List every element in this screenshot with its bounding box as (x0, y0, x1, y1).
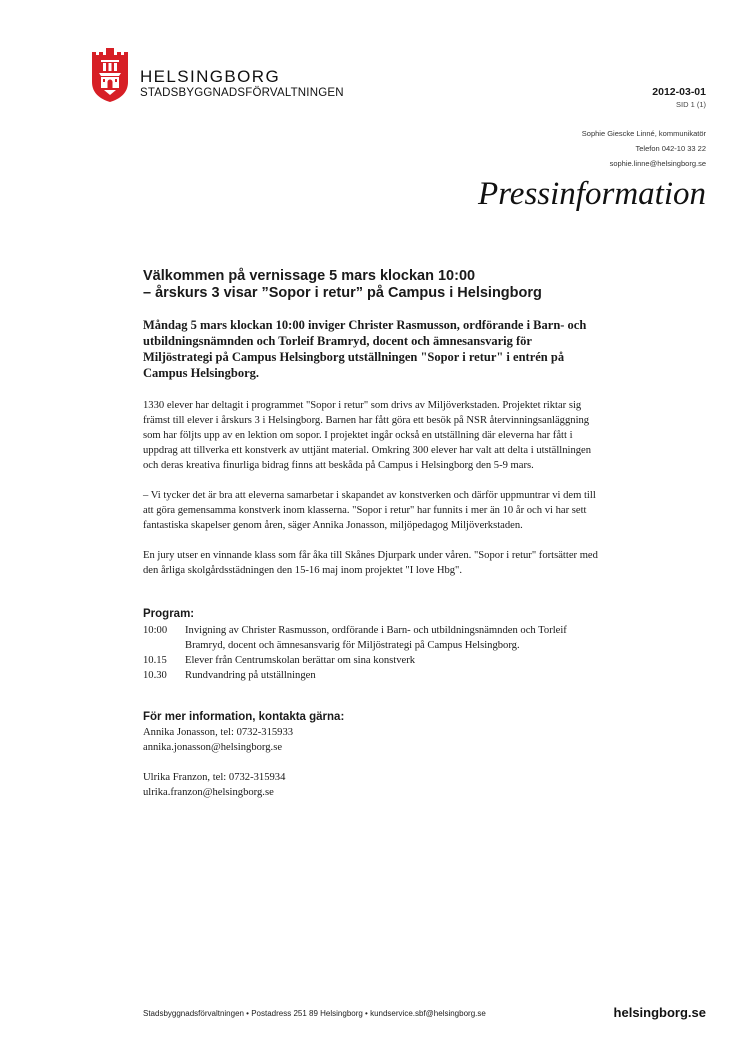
program-list (143, 623, 603, 683)
organization-name: HELSINGBORG (140, 67, 281, 86)
body-paragraph: En jury utser en vinnande klass som får åka till Skånes Djurpark under våren. "Sopor i retur" fortsätter med den årliga skolgårdsstädningen den 15-16 maj inom projektet "I love Hbg". (143, 550, 598, 576)
program-description: Invigning av Christer Rasmusson, ordförande i Barn- och utbildningsnämnden och Torleif Bramryd, docent och ämnesansvarig för Miljöstrategi på Campus Helsingborg. (185, 625, 567, 651)
contact-email: ulrika.franzon@helsingborg.se (143, 787, 274, 798)
main-content (143, 268, 603, 800)
press-contact-phone: Telefon 042-10 33 22 (635, 144, 706, 153)
program-item (143, 668, 603, 683)
program-time: 10.15 (143, 655, 167, 666)
contact-name-phone: Annika Jonasson, tel: 0732-315933 (143, 727, 294, 738)
headline (143, 268, 603, 302)
body-paragraph: 1330 elever har deltagit i programmet "Sopor i retur" som drivs av Miljöverkstaden. Projektet riktar sig främst till elever i årskurs 3 i Helsingborg. Barnen har fått göra ett besök på NSR återvinningsanläggning som har följts upp av en lektion om sopor. I projektet ingår också en utställning där eleverna har fått i uppdrag att tillverka ett konstverk av uttjänt material. Omkring 300 elever har valt att delta i utställningen och deras kreativa finurliga bidrag finns att beskåda på Campus i Helsingborg den 5-9 mars. (143, 400, 592, 471)
press-contact-name: Sophie Giescke Linné, kommunikatör (581, 129, 706, 138)
contact-person (143, 770, 603, 800)
program-time: 10.30 (143, 670, 167, 681)
press-contact-block (582, 126, 706, 171)
contact-person (143, 725, 603, 755)
document-type-title: Pressinformation (478, 176, 706, 212)
document-meta (652, 86, 706, 110)
organization-block (140, 68, 344, 100)
program-time: 10:00 (143, 625, 168, 636)
helsingborg-coat-of-arms-logo (90, 46, 130, 102)
program-item (143, 623, 603, 653)
body-text (143, 398, 603, 578)
program-description: Rundvandring på utställningen (185, 670, 316, 681)
headline-line-1: Välkommen på vernissage 5 mars klockan 10:00 (143, 268, 476, 284)
document-date: 2012-03-01 (652, 86, 706, 98)
program-description: Elever från Centrumskolan berättar om sina konstverk (185, 655, 416, 666)
department-name: STADSBYGGNADSFÖRVALTNINGEN (140, 87, 344, 99)
footer-address: Stadsbyggnadsförvaltningen • Postadress 251 89 Helsingborg • kundservice.sbf@helsingborg.se (143, 1009, 486, 1018)
page-number: SID 1 (1) (675, 100, 706, 109)
press-contact-email: sophie.linne@helsingborg.se (609, 159, 706, 168)
more-info-heading: För mer information, kontakta gärna: (143, 711, 345, 723)
body-paragraph: – Vi tycker det är bra att eleverna samarbetar i skapandet av konstverken och därför uppmuntrar vi dem till att göra gemensamma konstverk inom klasserna. "Sopor i retur" har funnits i mer än 10 år och vi har sett fantastiska skapelser genom åren, säger Annika Jonasson, miljöpedagog Miljöverkstaden. (143, 490, 596, 531)
contact-name-phone: Ulrika Franzon, tel: 0732-315934 (143, 772, 286, 783)
program-heading: Program: (143, 608, 195, 620)
footer-website: helsingborg.se (613, 1005, 706, 1020)
contact-email: annika.jonasson@helsingborg.se (143, 742, 283, 753)
program-item (143, 653, 603, 668)
headline-line-2: – årskurs 3 visar ”Sopor i retur” på Campus i Helsingborg (143, 285, 542, 301)
lead-paragraph: Måndag 5 mars klockan 10:00 inviger Christer Rasmusson, ordförande i Barn- och utbildningsnämnden och Torleif Bramryd, docent och ämnesansvarig för Miljöstrategi på Campus Helsingborg utställningen "Sopor i retur" i entrén på Campus Helsingborg. (143, 318, 587, 380)
